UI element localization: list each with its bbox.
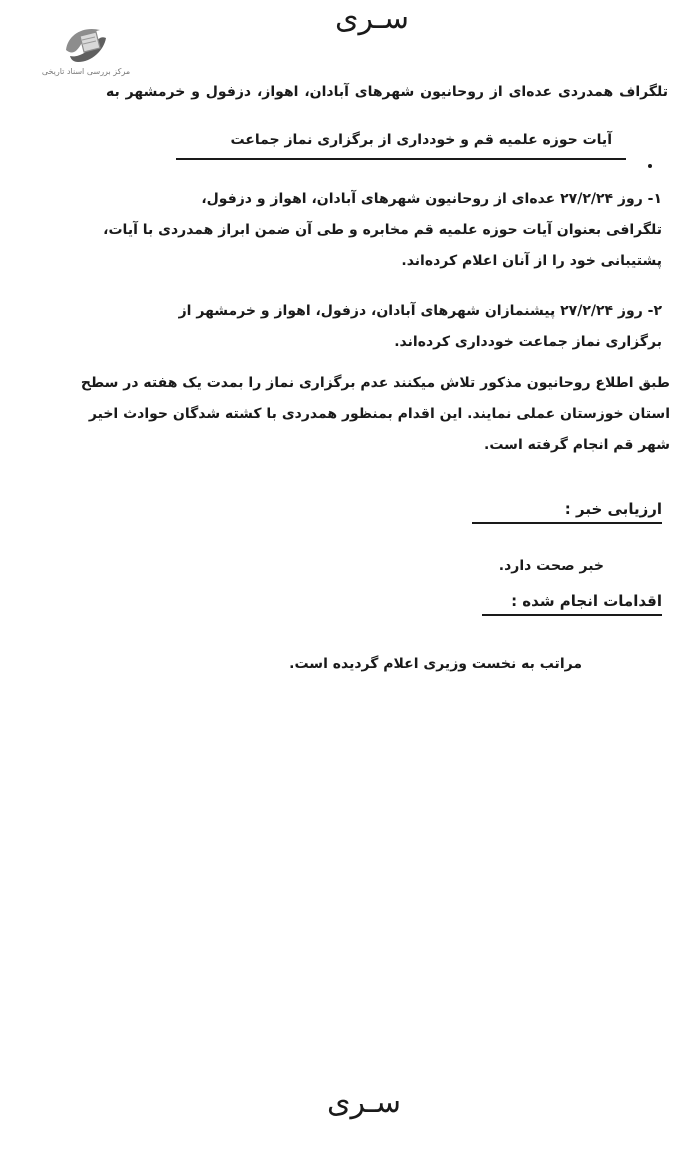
- evaluation-text: خبر صحت دارد.: [498, 558, 604, 574]
- paragraph-1-line-1: ۱- روز ۲۷/۲/۲۴ عده‌ای از روحانیون شهرهای آبادان، اهواز و دزفول،: [201, 191, 662, 207]
- actions-label: اقدامات انجام شده :: [482, 592, 662, 616]
- archive-logo-text: مرکز بررسی اسناد تاریخی: [41, 67, 131, 76]
- classification-heading-bottom: سـری: [327, 1085, 401, 1120]
- paragraph-2: [42, 296, 662, 358]
- subtitle-underline: [176, 158, 626, 160]
- archive-emblem-icon: [58, 22, 114, 70]
- paragraph-3-line-1: طبق اطلاع روحانیون مذکور تلاش میکنند عدم برگزاری نماز را بمدت یک هفته در سطح: [80, 375, 670, 391]
- paragraph-3: [40, 368, 670, 461]
- paragraph-3-line-2: استان خوزستان عملی نمایند. این اقدام بمنظور همدردی با کشته شدگان حوادث اخیر: [88, 406, 670, 422]
- actions-text: مراتب به نخست وزیری اعلام گردیده است.: [289, 656, 582, 672]
- paragraph-2-line-2: برگزاری نماز جماعت خودداری کرده‌اند.: [394, 334, 662, 350]
- document-subtitle: آیات حوزه علمیه قم و خودداری از برگزاری نماز جماعت: [230, 132, 612, 148]
- classification-heading-top: سـری: [335, 1, 409, 36]
- paragraph-2-line-1: ۲- روز ۲۷/۲/۲۴ پیشنمازان شهرهای آبادان، دزفول، اهواز و خرمشهر از: [178, 303, 662, 319]
- subtitle-mark: [648, 164, 652, 168]
- archive-logo: [20, 22, 152, 86]
- paragraph-1-line-2: تلگرافی بعنوان آیات حوزه علمیه قم مخابره و طی آن ضمن ابراز همدردی با آیات،: [103, 222, 662, 238]
- paragraph-3-line-3: شهر قم انجام گرفته است.: [484, 437, 670, 453]
- paragraph-1-line-3: پشتیبانی خود را از آنان اعلام کرده‌اند.: [401, 253, 662, 269]
- evaluation-label: ارزیابی خبر :: [472, 500, 662, 524]
- document-title: تلگراف همدردی عده‌ای از روحانیون شهرهای آبادان، اهواز، دزفول و خرمشهر به: [106, 84, 668, 100]
- paragraph-1: [42, 184, 662, 277]
